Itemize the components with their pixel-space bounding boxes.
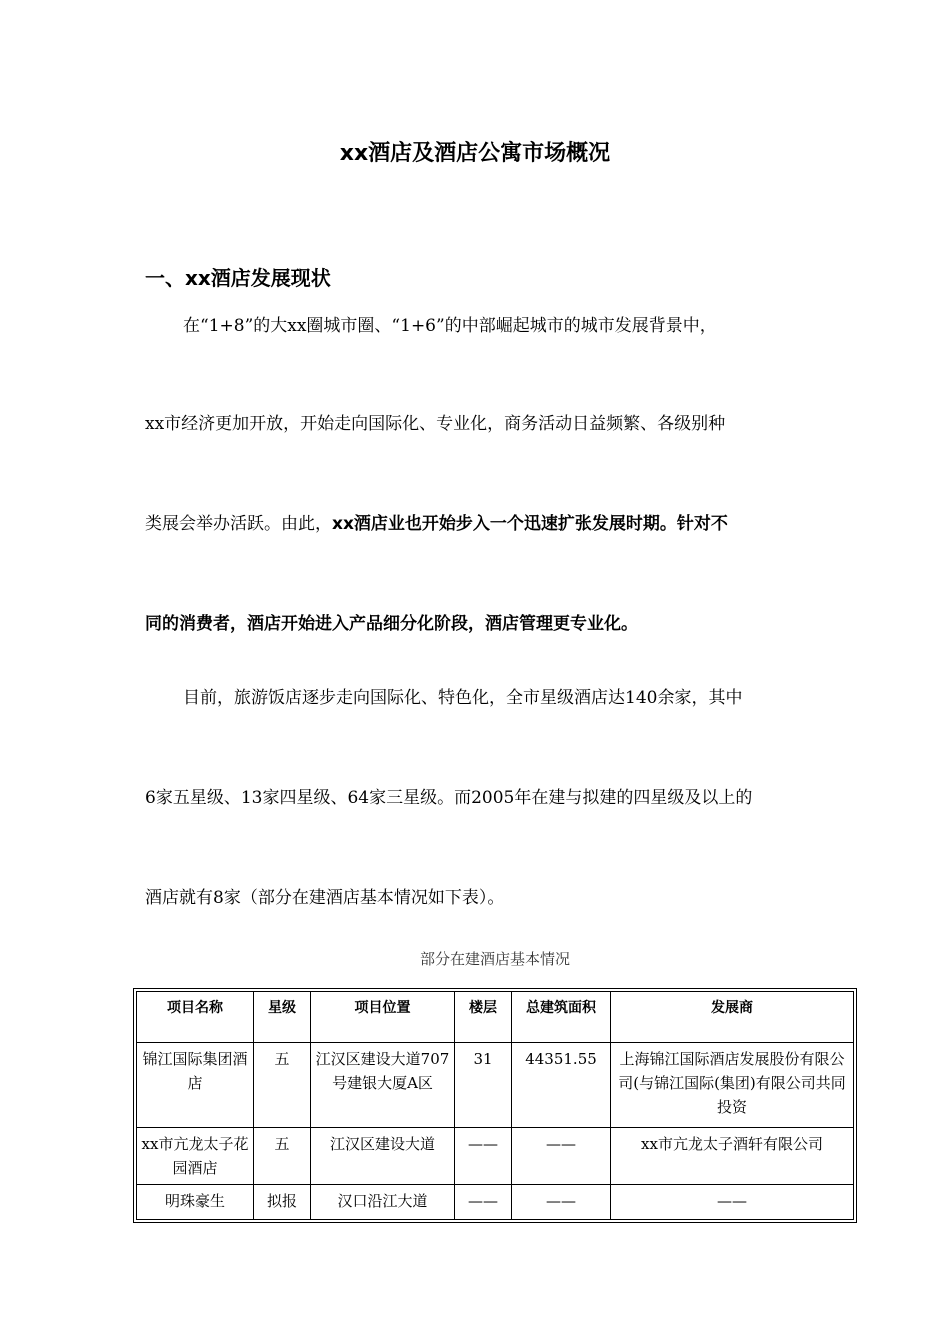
paragraph-line: 酒店就有8家（部分在建酒店基本情况如下表）。 xyxy=(145,888,505,908)
table-cell: —— xyxy=(455,1185,512,1220)
table-row xyxy=(137,1185,854,1220)
table-cell: 五 xyxy=(254,1043,311,1128)
paragraph-line: xx市经济更加开放，开始走向国际化、专业化，商务活动日益频繁、各级别种 xyxy=(145,414,726,434)
paragraph-line: 同的消费者，酒店开始进入产品细分化阶段，酒店管理更专业化。 xyxy=(145,614,638,634)
hotel-table xyxy=(136,991,854,1220)
table-cell: 上海锦江国际酒店发展股份有限公司(与锦江国际(集团)有限公司共同投资 xyxy=(611,1043,854,1128)
table-cell: 五 xyxy=(254,1128,311,1185)
table-row xyxy=(137,1128,854,1185)
table-cell: xx市亢龙太子酒轩有限公司 xyxy=(611,1128,854,1185)
table-cell: 汉口沿江大道 xyxy=(311,1185,455,1220)
table-cell: xx市亢龙太子花园酒店 xyxy=(137,1128,254,1185)
document-title: xx酒店及酒店公寓市场概况 xyxy=(339,141,611,166)
table-cell: —— xyxy=(611,1185,854,1220)
table-row xyxy=(137,1043,854,1128)
table-header-cell: 项目名称 xyxy=(137,992,254,1043)
table-cell: 江汉区建设大道707号建银大厦A区 xyxy=(311,1043,455,1128)
table-cell: 拟报 xyxy=(254,1185,311,1220)
table-cell: 44351.55 xyxy=(512,1043,611,1128)
table-cell: 明珠豪生 xyxy=(137,1185,254,1220)
table-header-cell: 楼层 xyxy=(455,992,512,1043)
table-header-row xyxy=(137,992,854,1043)
paragraph-line: 目前，旅游饭店逐步走向国际化、特色化，全市星级酒店达140余家，其中 xyxy=(183,688,743,708)
section-heading: 一、xx酒店发展现状 xyxy=(145,266,331,290)
paragraph-line: 在“1+8”的大xx圈城市圈、“1+6”的中部崛起城市的城市发展背景中， xyxy=(183,316,717,336)
table-caption: 部分在建酒店基本情况 xyxy=(419,950,570,968)
paragraph-line xyxy=(145,512,728,536)
table-cell: —— xyxy=(455,1128,512,1185)
table-header-cell: 项目位置 xyxy=(311,992,455,1043)
table-cell: 锦江国际集团酒店 xyxy=(137,1043,254,1128)
paragraph-line: 6家五星级、13家四星级、64家三星级。而2005年在建与拟建的四星级及以上的 xyxy=(145,788,753,808)
table-header-cell: 总建筑面积 xyxy=(512,992,611,1043)
table-cell: —— xyxy=(512,1185,611,1220)
table-cell: 江汉区建设大道 xyxy=(311,1128,455,1185)
table-header-cell: 星级 xyxy=(254,992,311,1043)
table-header-cell: 发展商 xyxy=(611,992,854,1043)
paragraph-text: 类展会举办活跃。由此， xyxy=(145,514,332,534)
table-cell: 31 xyxy=(455,1043,512,1128)
hotel-table-frame xyxy=(133,988,857,1223)
paragraph-bold-text: xx酒店业也开始步入一个迅速扩张发展时期。针对不 xyxy=(332,514,728,534)
table-cell: —— xyxy=(512,1128,611,1185)
